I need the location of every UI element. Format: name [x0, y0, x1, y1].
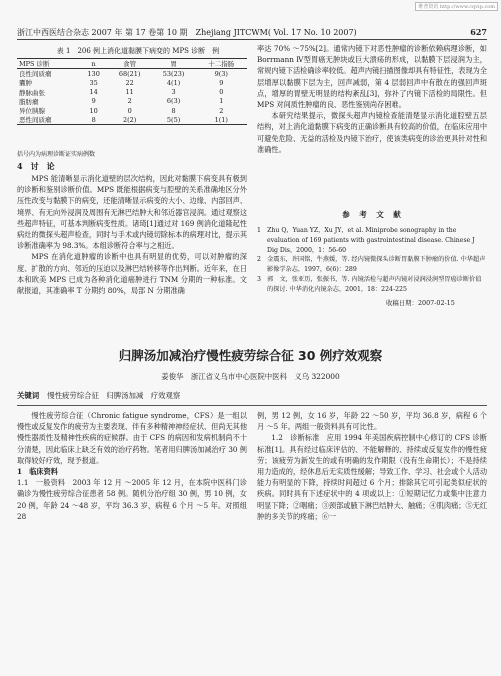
table-header-cell: 食管	[108, 59, 152, 69]
journal-header-text: 浙江中西医结合杂志 2007 年 第 17 卷第 10 期 Zhejiang JITCWM( Vol. 17 No. 10 2007)	[17, 28, 357, 37]
table-cell: 11	[125, 88, 134, 97]
page-number: 627	[470, 27, 487, 37]
article-left-column	[17, 410, 247, 522]
section-heading: 1 临床资料	[17, 467, 58, 477]
table-cell: 2(2)	[108, 115, 152, 125]
table-cell: 5(5)	[152, 115, 196, 125]
table-cell: 68(21)	[118, 69, 141, 78]
table-row	[17, 115, 247, 125]
table-cell: 9(3)	[214, 69, 228, 78]
table-cell: 10	[89, 106, 98, 115]
paragraph: 例，男 12 例，女 16 岁，年龄 22 ～50 岁，平均 36.8 岁，病程 6 个月 ～5 年。两组一般资料具有可比性。	[257, 411, 487, 432]
table-cell: 0	[219, 88, 224, 97]
article-title: 归脾汤加减治疗慢性疲劳综合征 30 例疗效观察	[118, 348, 383, 363]
table-row	[17, 106, 247, 115]
journal-header	[17, 27, 487, 38]
references-heading: 参 考 文 献	[342, 210, 402, 219]
paragraph: 1.1 一般资料 2003 年 12 月 ～2005 年 12 月，在本院中医科门诊确诊为慢性疲劳综合征患者 58 例。随机分治疗组 30 例，男 10 例，女 20 例，年龄 24 ～48 岁，平均 36.3 岁，病程 6 个月 ～5 年。对照组 28	[17, 478, 247, 521]
table-cell: 0	[127, 106, 132, 115]
paragraph: MPS 能清晰显示消化道壁的层次结构，因此对黏膜下病变具有极到的诊断和鉴别诊断价值。MPS 既能根据病变与腔壁的关系准确地区分外压性改变与黏膜下的病变，还能清晰显示病变的大小、边缘、内部回声、境界、有无向外浸润及周围有无淋巴结肿大和邻近器官浸润。通过观察这些超声特征，可基本判断病变性质。诸琦[1]通过对 169 例消化道隆起性病灶的微探头超声检查，同时与手术或内镜切除标本的病理对比，提示其诊断准确率为 98.3%。本组诊断符合率与之相近。	[17, 174, 248, 251]
discussion-column	[17, 173, 247, 296]
table-cell: 6(3)	[166, 97, 181, 106]
table-cell: 2	[219, 106, 224, 115]
table-row	[17, 88, 247, 97]
table-cell: 1	[219, 97, 224, 106]
table-header-cell: 胃	[152, 59, 196, 69]
table-row	[17, 69, 247, 79]
article-right-column	[257, 410, 487, 522]
section-heading-discussion: 4 讨 论	[17, 161, 55, 171]
table-header-row	[17, 59, 247, 69]
table-caption: 表 1 206 例上消化道黏膜下病变的 MPS 诊断 例	[56, 47, 220, 55]
table-cell: 静脉曲张	[19, 88, 45, 97]
paragraph: 率达 70% ～75%[2]。通常内镜下对恶性肿瘤的诊断依赖病理诊断，如 Borrmann Ⅳ型胃癌无肿块或巨大溃疡的形成，以黏膜下层浸润为主，常规内镜下活检确诊率较低。超声内镜扫描图像却具有特征性，表现为全层增厚以黏膜下层为主，回声减弱，第 4 层弱回声中有散在的强回声斑点，增厚的胃壁无明显的结构紊乱[3]，弥补了内镜下活检的局限性。但 MPS 对间质性肿瘤的良、恶性鉴别尚存困难。	[257, 44, 488, 110]
paragraph: 本研究结果提示，微探头超声内镜检查能清楚显示消化道腔壁五层结构，对上消化道黏膜下病变的正确诊断具有较高的价值，在临床应用中可避免危险、无益的活检及内镜下治疗，使该类病变的诊治更具针对性和准确性。	[257, 111, 488, 154]
received-date: 收稿日期：2007-02-15	[386, 299, 455, 307]
paragraph: 1.2 诊断标准 应用 1994 年美国疾病控制中心修订的 CFS 诊断标准[1]。具有经过临床评估的、不能解释的、持续或反复发作的慢性疲劳；该疲劳为新发生的或有明确的发作期限（没有生命期长）；不是持续用力造成的，经休息后无实质性缓解；导致工作、学习、社会或个人活动能力有明显的下降，持续时间超过 6 个月；排除其它可引起类似症状的疾病。同时具有下述症状中的 4 项或以上：①短期记忆力或集中注意力明显下降；②咽痛；③颈部或腋下淋巴结肿大、触痛；④肌肉痛；⑤无红肿的多关节的疼痛；⑥一	[257, 433, 488, 521]
table-cell: 22	[125, 78, 134, 87]
table-cell: 35	[89, 78, 98, 87]
table-header-cell: n	[80, 59, 108, 69]
table-header-cell: MPS 诊断	[17, 59, 80, 69]
reference-item: 3 郭 文，张亚历，张振书，等. 内镜活检与超声内镜对浸润浸润型胃癌诊断价值的探讨. 中华消化内镜杂志，2001，18：224-225	[257, 275, 482, 293]
table-cell: 1(1)	[196, 115, 247, 125]
table-cell: 4(1)	[166, 78, 181, 87]
table-cell: 2	[127, 97, 132, 106]
references-list	[257, 226, 487, 295]
keywords-line	[17, 390, 487, 401]
table-cell: 异位胰腺	[19, 107, 45, 116]
table-row	[17, 78, 247, 87]
table-cell: 3	[171, 88, 176, 97]
reference-item: 2 金震东，许国铭，牛燕媛，等. 经内镜微探头诊断胃黏膜下肿瘤的价值. 中华超声影像学杂志，1997，6(6)：289	[257, 256, 486, 274]
table-cell: 囊肿	[19, 79, 32, 88]
paragraph: MPS 在消化道肿瘤的诊断中也具有明显的优势，可以对肿瘤的深度、扩散的方向、邻近的压迫以及淋巴结转移等作出判断。近年来，在日本和欧美 MPS 已成为各种消化道癌肿进行 TNM 分期的一种标准。文献报道，其准确率 T 分期约 80%，局部 N 分期准确	[17, 252, 248, 296]
table-cell: 恶性间质瘤	[17, 115, 80, 125]
table-cell: 8	[171, 106, 176, 115]
table-cell: 9	[91, 97, 96, 106]
table-cell: 130	[87, 69, 100, 78]
table-cell: 9	[219, 78, 224, 87]
right-column	[257, 43, 487, 155]
paragraph: 慢性疲劳综合征（Chronic fatigue syndrome，CFS）是一组以慢性或反复发作的疲劳为主要表现、伴有多种精神神经症状、但尚无其他慢性器质性及精神性疾病的症候群。由于 CFS 的病因和发病机制尚不十分清楚，因此临床上缺乏有效的治疗药物。笔者用归脾汤加减治疗 30 例取得较好疗效，现予报道。	[17, 411, 248, 465]
table-cell: 14	[89, 88, 98, 97]
diagnosis-table	[17, 58, 247, 125]
table-cell: 脂肪瘤	[19, 97, 39, 106]
keywords-label: 关键词	[17, 391, 40, 400]
table-note: 括号内为病理诊断证实病例数	[17, 151, 96, 158]
reference-item: 1 Zhu Q，Yuan YZ，Xu JY，et al. Miniprobe sonography in the evaluation of 169 patients with gastrointestinal disease. Chinese J Dig Dis，2000，1：56-60	[257, 227, 475, 254]
article-author: 姜俊华 浙江省义乌市中心医院中医科 义乌 322000	[161, 372, 340, 381]
table-row	[17, 97, 247, 106]
table-cell: 良性间质瘤	[19, 70, 52, 79]
table-header-cell: 十二指肠	[196, 59, 247, 69]
keywords: 慢性疲劳综合征 归脾汤加减 疗效观察	[47, 391, 181, 400]
keywords-rule	[17, 405, 487, 406]
watermark-badge: 维普资讯 http://www.cqvip.com	[415, 2, 498, 11]
table-cell: 53(23)	[162, 69, 185, 78]
header-rule	[17, 39, 487, 40]
table-cell: 8	[80, 115, 108, 125]
